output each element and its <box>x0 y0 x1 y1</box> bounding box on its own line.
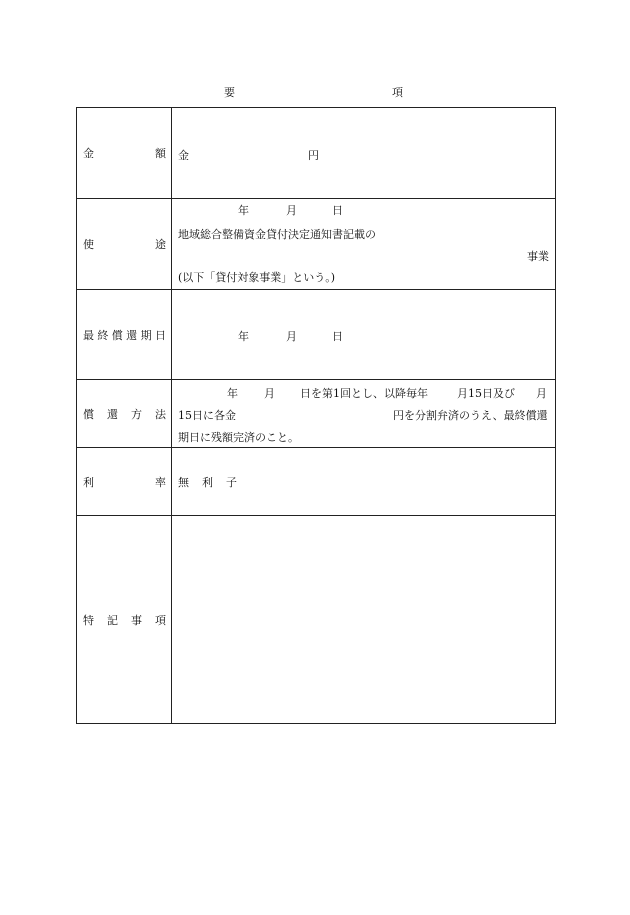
date-month: 月 <box>286 330 297 343</box>
label-char: 法 <box>155 407 166 421</box>
row-final-date <box>77 290 556 380</box>
label-char: 還 <box>126 328 138 342</box>
label-char: 終 <box>97 328 109 342</box>
label-amount <box>77 108 172 199</box>
label-char: 額 <box>155 147 166 160</box>
repay-day-text: 日を第1回とし、以降毎年 <box>300 387 428 400</box>
row-repayment <box>77 380 556 448</box>
value-repayment[interactable] <box>172 380 556 448</box>
label-char: 最 <box>83 328 94 342</box>
label-char: 日 <box>154 328 166 342</box>
label-char: 率 <box>155 475 166 489</box>
date-year: 年 <box>238 204 249 217</box>
label-char: 途 <box>155 238 166 251</box>
date-month: 月 <box>286 204 297 217</box>
label-char: 項 <box>155 613 166 627</box>
purpose-line2: 事業 <box>527 250 549 263</box>
repay-line2-a: 15日に各金 <box>178 409 236 422</box>
label-char: 還 <box>107 407 118 421</box>
label-char: 記 <box>107 613 118 627</box>
label-char: 事 <box>131 613 142 627</box>
interest-char: 利 <box>202 476 213 489</box>
repay-month: 月 <box>264 387 275 400</box>
label-char: 償 <box>111 328 123 342</box>
label-char: 利 <box>83 475 94 489</box>
repay-month15: 月15日及び <box>457 387 515 400</box>
row-interest <box>77 448 556 516</box>
repay-month-end: 月 <box>536 387 547 400</box>
title-char-left: 要 <box>224 86 235 99</box>
document-title <box>0 84 630 100</box>
label-char: 方 <box>131 407 142 421</box>
row-amount <box>77 108 556 199</box>
interest-char: 無 <box>178 476 189 489</box>
title-char-right: 項 <box>392 86 403 99</box>
value-purpose[interactable] <box>172 199 556 290</box>
label-char: 特 <box>83 613 94 627</box>
repay-line2-b: 円を分割弁済のうえ、最終償還 <box>393 409 548 422</box>
label-repayment <box>77 380 172 448</box>
label-notes <box>77 516 172 724</box>
date-day: 日 <box>332 204 343 217</box>
label-char: 金 <box>83 147 94 160</box>
row-notes <box>77 516 556 724</box>
purpose-line3: (以下「貸付対象事業」という。) <box>178 271 336 284</box>
interest-char: 子 <box>226 476 237 489</box>
terms-table <box>76 107 556 724</box>
repay-line3: 期日に残額完済のこと。 <box>178 431 299 444</box>
date-day: 日 <box>332 330 343 343</box>
label-final-date <box>77 290 172 380</box>
amount-prefix: 金 <box>178 149 189 162</box>
label-char: 期 <box>140 328 152 342</box>
value-final-date[interactable] <box>172 290 556 380</box>
purpose-line1: 地域総合整備資金貸付決定通知書記載の <box>178 228 376 241</box>
row-purpose <box>77 199 556 290</box>
value-notes[interactable] <box>172 516 556 724</box>
date-year: 年 <box>238 330 249 343</box>
label-purpose <box>77 199 172 290</box>
amount-unit: 円 <box>308 149 319 162</box>
repay-year: 年 <box>227 387 238 400</box>
label-interest <box>77 448 172 516</box>
value-interest[interactable] <box>172 448 556 516</box>
label-char: 償 <box>83 407 94 421</box>
value-amount[interactable] <box>172 108 556 199</box>
label-char: 使 <box>83 238 94 251</box>
